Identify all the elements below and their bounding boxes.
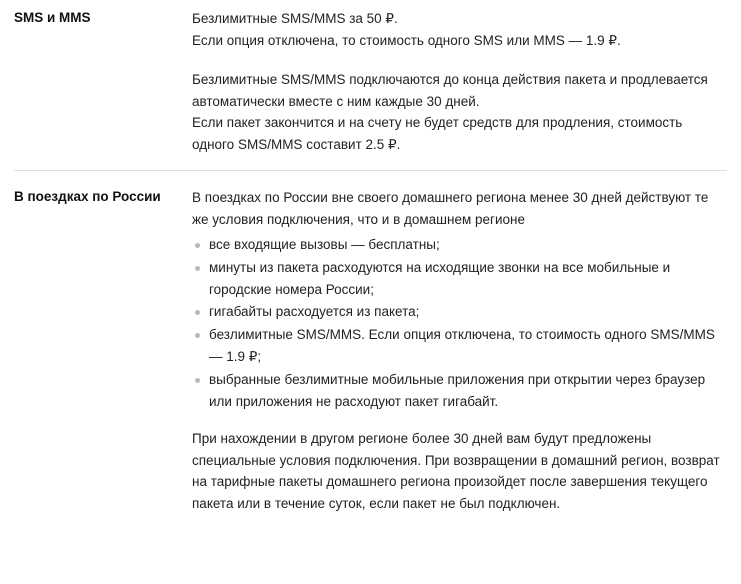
list-item: гигабайты расходуется из пакета; — [192, 301, 727, 323]
section-sms-mms — [14, 8, 727, 170]
list-item: выбранные безлимитные мобильные приложения при открытии через браузер или приложения не расходуют пакет гигабайт. — [192, 369, 727, 413]
section-description-sms-mms — [192, 8, 727, 156]
section-term-travel-russia: В поездках по России — [14, 189, 161, 205]
paragraph-sms-option-off: Если опция отключена, то стоимость одного SMS или MMS — 1.9 ₽. — [192, 32, 621, 48]
paragraph-sms-price: Безлимитные SMS/MMS за 50 ₽. — [192, 11, 398, 26]
section-term-sms-mms: SMS и MMS — [14, 10, 91, 25]
paragraph-sms-renewal: Безлимитные SMS/MMS подключаются до конца действия пакета и продлевается автоматически вместе с ним каждые 30 дней. — [192, 71, 708, 109]
paragraph-travel-intro: В поездках по России вне своего домашнего региона менее 30 дней действуют те же условия подключения, что и в домашнем регионе — [192, 190, 709, 228]
travel-conditions-list — [192, 234, 727, 413]
section-description-travel-russia — [192, 187, 727, 515]
paragraph-spacer — [192, 52, 727, 69]
list-item: минуты из пакета расходуются на исходящие звонки на все мобильные и городские номера России; — [192, 257, 727, 301]
paragraph-travel-outro: При нахождении в другом регионе более 30 дней вам будут предложены специальные условия подключения. При возвращении в домашний регион, возврат на тарифные пакеты домашнего региона произойдет после завершения текущего пакета или в течение суток, если пакет не был подключен. — [192, 430, 720, 512]
section-travel-russia — [14, 171, 727, 515]
paragraph-sms-no-funds: Если пакет закончится и на счету не будет средств для продления, стоимость одного SMS/MMS составит 2.5 ₽. — [192, 115, 683, 153]
list-item: безлимитные SMS/MMS. Если опция отключена, то стоимость одного SMS/MMS — 1.9 ₽; — [192, 324, 727, 368]
paragraph-spacer — [192, 414, 727, 428]
list-item: все входящие вызовы — бесплатны; — [192, 234, 727, 256]
